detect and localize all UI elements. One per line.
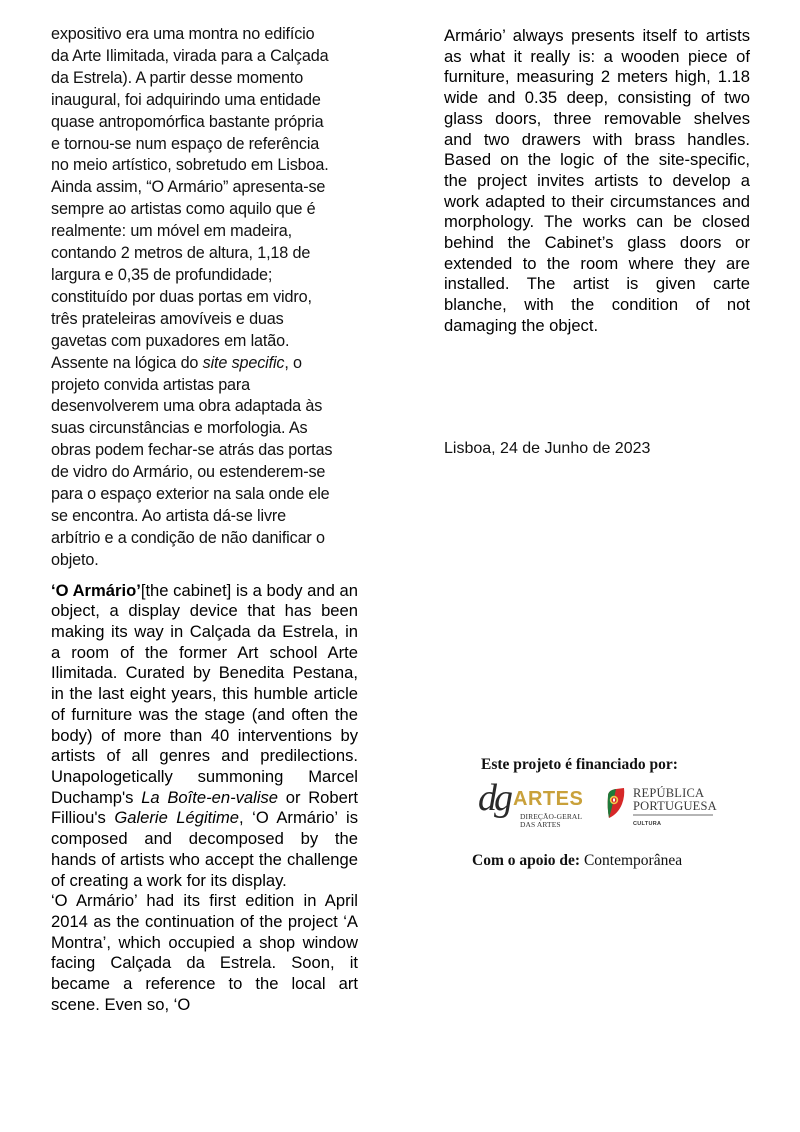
pt-line: constituído por duas portas em vidro, — [51, 287, 312, 306]
pt-line: realmente: um móvel em madeira, — [51, 222, 292, 241]
title-o-armario: ‘O Armário’ — [51, 580, 141, 600]
support-label: Com o apoio de: — [472, 852, 581, 869]
pt-line: três prateleiras amovíveis e duas — [51, 309, 284, 328]
pt-line: desenvolverem uma obra adaptada às — [51, 397, 323, 416]
english-paragraph-continued: Armário’ always presents itself to artists as what it really is: a wooden piece of furniture, measuring 2 meters high, 1.18 wide and 0.35 deep, consisting of two glass doors, three removable shelves and two drawers with brass handles. Based on the logic of the site-specific, the project invites artists to develop a work adapted to their circumstances and morphology. The works can be closed behind the Cabinet’s glass doors or extended to the room where they are installed. The artist is given carte blanche, with the condition of not damaging the object. — [444, 26, 750, 335]
sponsor-logos — [470, 777, 770, 846]
dgartes-sub-line: DIREÇÃO-GERAL — [520, 812, 583, 821]
pt-line: no meio artístico, sobretudo em Lisboa. — [51, 156, 329, 175]
republica-portuguesa-logo — [606, 784, 716, 834]
date-line: Lisboa, 24 de Junho de 2023 — [444, 440, 651, 457]
portuguese-flag-icon — [606, 788, 626, 818]
pt-line: obras podem fechar-se atrás das portas — [51, 441, 333, 460]
dgartes-name: ARTES — [513, 788, 584, 810]
pt-line: para o espaço exterior na sala onde ele — [51, 485, 330, 504]
pt-line: se encontra. Ao artista dá-se livre — [51, 506, 286, 525]
english-paragraph-1 — [51, 581, 358, 892]
pt-line: quase antropomórfica bastante própria — [51, 112, 324, 131]
republica-line: PORTUGUESA — [633, 798, 717, 813]
pt-line: arbítrio e a condição de não danificar o — [51, 528, 325, 547]
pt-line-site-specific — [51, 353, 358, 375]
text-run: [the cabinet] is a body and an object, a display device that has been making its way in Calçada da Estrela, in a room of the former Art school Arte Ilimitada. Curated by Benedita Pestana, in the last eight years, this humble article of furniture was the stage (and often the body) of more than 40 interventions by artists of all genres and predilections. Unapologetically summoning Marcel Duchamp's — [51, 580, 358, 807]
pt-line: contando 2 metros de altura, 1,18 de — [51, 244, 311, 263]
pt-line: Ainda assim, “O Armário” apresenta-se — [51, 178, 326, 197]
funding-title: Este projeto é financiado por: — [481, 756, 678, 773]
pt-line: sempre ao artistas como aquilo que é — [51, 200, 316, 219]
italic-term: site specific — [202, 353, 285, 372]
pt-line: suas circunstâncias e morfologia. As — [51, 419, 308, 438]
left-column — [51, 24, 358, 1015]
english-paragraph-2: ‘O Armário’ had its first edition in April 2014 as the continuation of the project ‘A Montra’, which occupied a shop window facing Calçada da Estrela. Soon, it became a reference to the local art scene. Even so, ‘O — [51, 891, 358, 1014]
divider — [633, 814, 713, 816]
republica-cultura: CULTURA — [633, 821, 662, 827]
pt-line: projeto convida artistas para — [51, 375, 251, 394]
pt-line: objeto. — [51, 550, 99, 569]
dgartes-sub-line: DAS ARTES — [520, 820, 561, 829]
pt-line: da Estrela). A partir desse momento — [51, 68, 304, 87]
italic-title: Galerie Légitime — [114, 808, 240, 828]
text-run: Assente na lógica do — [51, 353, 203, 372]
text-run: , o — [284, 353, 302, 372]
dgartes-subtitle — [520, 813, 582, 829]
republica-name — [633, 787, 717, 812]
pt-line: inaugural, foi adquirindo uma entidade — [51, 90, 321, 109]
dgartes-script: dg — [478, 777, 510, 819]
portuguese-text — [51, 24, 358, 572]
pt-line: de vidro do Armário, ou estenderem-se — [51, 463, 326, 482]
pt-line: e tornou-se num espaço de referência — [51, 134, 320, 153]
text-run: , ‘O Armário’ is composed and decomposed by the hands of artists who accept the challenge of creating a work for its display. — [51, 808, 358, 890]
funding-section — [470, 756, 770, 870]
right-column — [444, 26, 750, 337]
republica-line: REPÚBLICA — [633, 786, 705, 800]
italic-title: La Boîte-en-valise — [141, 787, 279, 807]
pt-line: da Arte Ilimitada, virada para a Calçada — [51, 46, 329, 65]
english-text — [51, 581, 358, 1016]
dgartes-logo — [478, 777, 598, 838]
support-name: Contemporânea — [583, 852, 683, 869]
pt-line: gavetas com puxadores em latão. — [51, 331, 290, 350]
pt-line: largura e 0,35 de profundidade; — [51, 265, 273, 284]
support-line — [472, 852, 770, 870]
text-run: or Robert Filliou's — [51, 787, 358, 828]
pt-line: expositivo era uma montra no edifício — [51, 25, 315, 43]
